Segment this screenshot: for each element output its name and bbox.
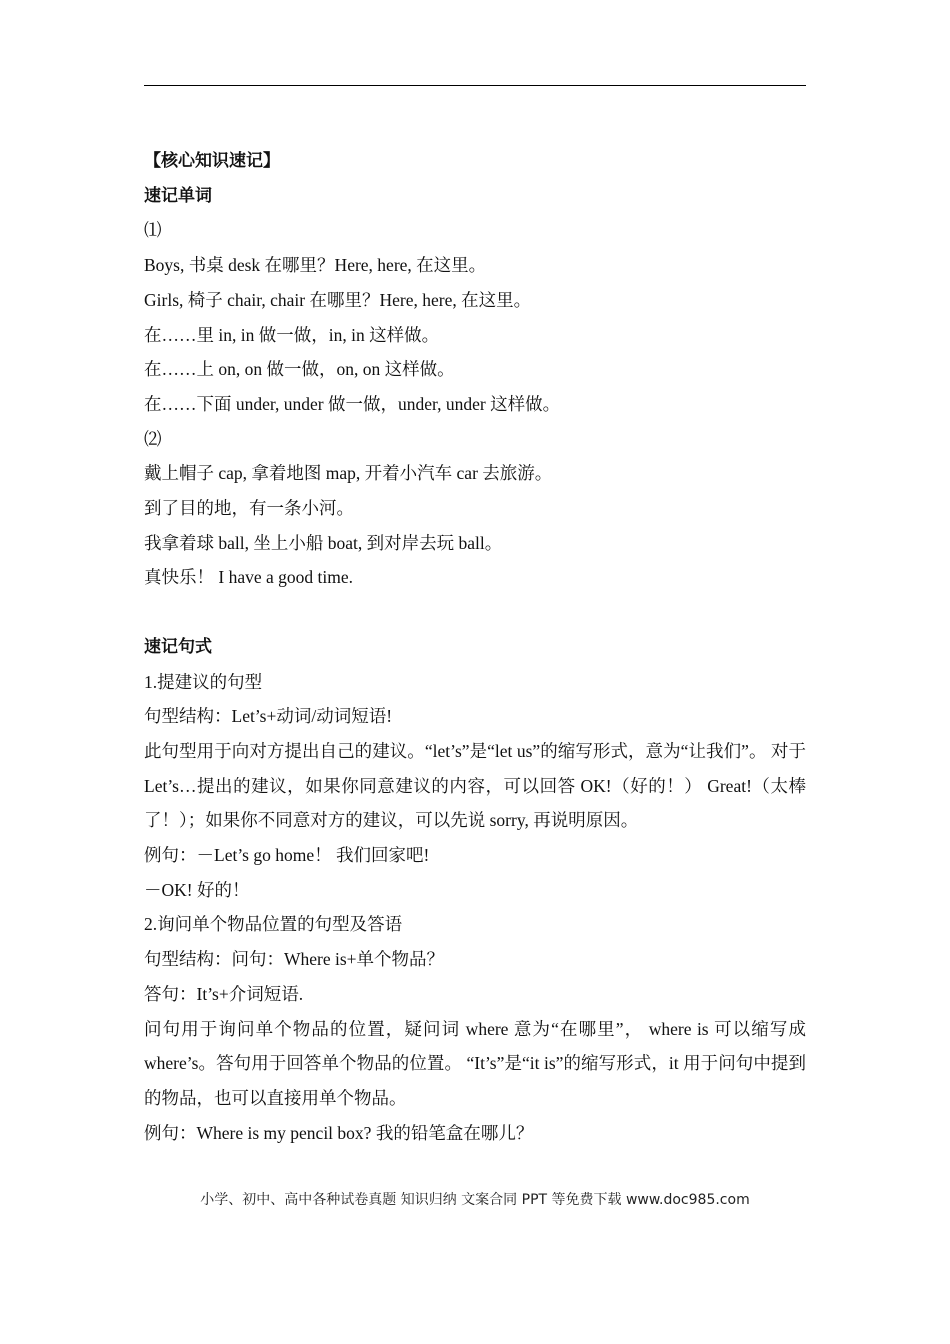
chant-line: 在……下面 under, under 做一做，under, under 这样做。 — [144, 393, 561, 414]
part1-label: ⑴ — [144, 220, 162, 241]
pattern-2-explanation: 问句用于询问单个物品的位置，疑问词 where 意为“在哪里”， where is 可以缩写成 where’s。答句用于回答单个物品的位置。 “It’s”是“it is”的缩写形式，it 用于问句中提到的物品，也可以直接用单个物品。 — [144, 1018, 806, 1108]
section-heading: 【核心知识速记】 — [144, 151, 280, 171]
pattern-1-structure: 句型结构：Let’s+动词/动词短语! — [144, 706, 393, 727]
pattern-1-explanation: 此句型用于向对方提出自己的建议。“let’s”是“let us”的缩写形式，意为“让我们”。 对于 Let’s…提出的建议，如果你同意建议的内容，可以回答 OK!（好的！） Great!（太棒了！）；如果你不同意对方的建议，可以先说 sorry, 再说明原因。 — [144, 740, 806, 831]
chant-line: 在……里 in, in 做一做，in, in 这样做。 — [144, 324, 440, 345]
footer-text: 小学、初中、高中各种试卷真题 知识归纳 文案合同 PPT 等免费下载 www.doc985.com — [200, 1192, 750, 1208]
sentences-title: 速记句式 — [144, 636, 212, 657]
chant-line: Girls, 椅子 chair, chair 在哪里？Here, here, 在这里。 — [144, 289, 532, 310]
document-body — [144, 144, 806, 1150]
header-rule — [144, 85, 806, 86]
pattern-2-answer: 答句：It’s+介词短语. — [144, 983, 304, 1004]
pattern-1-example-reply: －OK! 好的！ — [144, 879, 250, 900]
part2-label: ⑵ — [144, 428, 162, 449]
words-title: 速记单词 — [144, 185, 212, 206]
pattern-1-title: 1.提建议的句型 — [144, 671, 263, 692]
chant-line: 真快乐！ I have a good time. — [144, 567, 353, 588]
chant-line: 我拿着球 ball, 坐上小船 boat, 到对岸去玩 ball。 — [144, 532, 503, 553]
chant-line: 到了目的地，有一条小河。 — [144, 498, 354, 519]
pattern-2-example: 例句：Where is my pencil box? 我的铅笔盒在哪儿？ — [144, 1122, 534, 1143]
pattern-1-example: 例句：－Let’s go home！ 我们回家吧! — [144, 845, 430, 866]
spacer — [144, 595, 806, 630]
chant-line: 戴上帽子 cap, 拿着地图 map, 开着小汽车 car 去旅游。 — [144, 463, 553, 484]
pattern-2-title: 2.询问单个物品位置的句型及答语 — [144, 914, 403, 935]
chant-line: 在……上 on, on 做一做，on, on 这样做。 — [144, 359, 455, 380]
chant-line: Boys, 书桌 desk 在哪里？Here, here, 在这里。 — [144, 255, 487, 276]
pattern-2-structure: 句型结构：问句：Where is+单个物品？ — [144, 949, 445, 970]
